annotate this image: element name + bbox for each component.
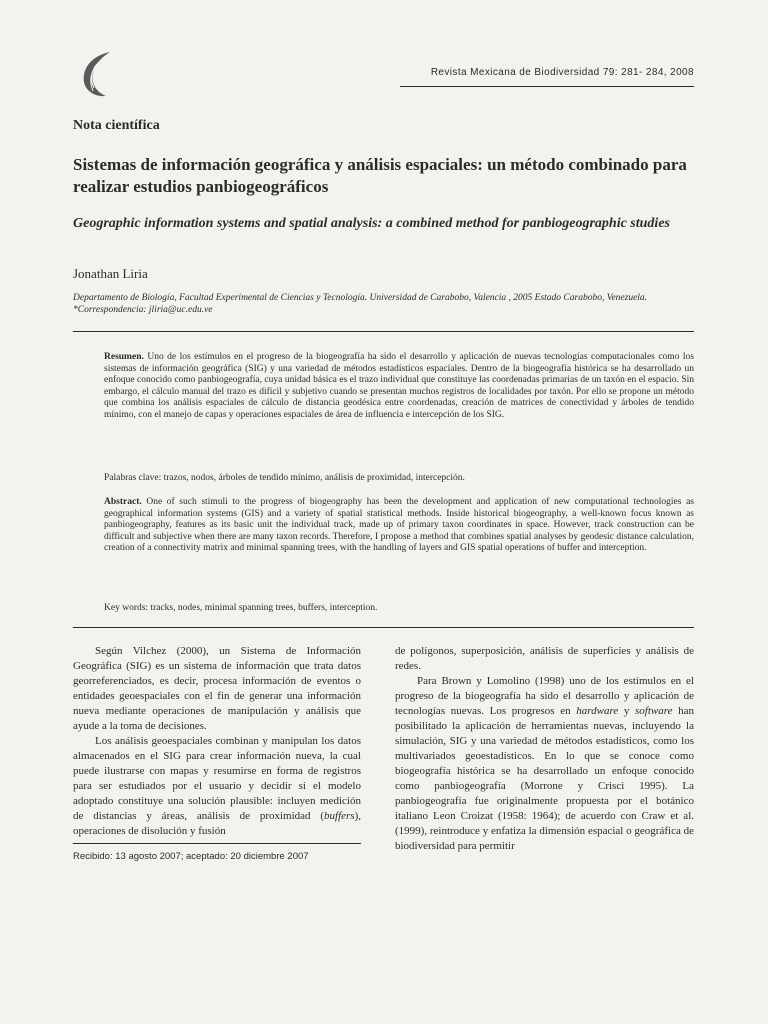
- correspondence-email: *Correspondencia: jliria@uc.edu.ve: [73, 305, 213, 315]
- abstract-rule: [73, 627, 694, 628]
- section-label: Nota científica: [73, 118, 160, 133]
- journal-logo-icon: [80, 50, 116, 98]
- body-paragraph: de polígonos, superposición, análisis de superficies y análisis de redes.: [395, 645, 694, 672]
- footnote-rule: [73, 843, 361, 844]
- body-paragraph: Para Brown y Lomolino (1998) uno de los estímulos en el progreso de la biogeografía ha sido el desarrollo y aplicación de tecnologías nuevas. Los progresos en hardware y software han posibilitado la aplicación de herramientas nuevas, incluyendo la simulación, SIG y una variedad de métodos estadísticos, como los multivariados geoestadísticos. En lo que se conoce como biogeografía histórica se ha desarrollado un enfoque conocido como panbiogeografía (Morrone y Crisci 1995). La panbiogeografía fue originalmente propuesta por el botánico italiano Leon Croizat (1958: 1964); de acuerdo con Craw et al. (1999), reintroduce y enfatiza la dimensión espacial o geográfica de biodiversidad para permitir: [395, 675, 695, 852]
- header-rule: [400, 86, 694, 87]
- body-paragraph: Según Vilchez (2000), un Sistema de Información Geográfica (SIG) es un sistema de información que trata datos georreferenciados, es decir, procesa información de eventos o entidades geoespaciales con el fin de generar una información nueva mediante operaciones de manipulación y análisis que ayude a la toma de decisiones.: [73, 645, 361, 732]
- affiliation: [73, 292, 703, 316]
- body-paragraph: Los análisis geoespaciales combinan y manipulan los datos almacenados en el SIG para crear información nueva, la cual puede ilustrarse con mapas y resumirse en forma de registros para ser estudiados por el usuario y decidir si el modelo adoptado constituye una solución plausible: incluyen medición de distancias y áreas, análisis de proximidad (buffers), operaciones de disolución y fusión: [73, 735, 361, 837]
- body-right-column: [395, 644, 694, 854]
- resumen-label: Resumen.: [104, 352, 144, 362]
- abstract-text: One of such stimuli to the progress of biogeography has been the development and application of new computational technologies as geographical information systems (GIS) and a variety of spatial statistical methods. Inside historical biogeography, a well-known focus known as panbiogeography, features as its basic unit the individual track, made up of primary taxon coordinates in space. However, track construction can be difficult and subjective when there are many taxon records. Therefore, I propose a method that combines spatial analyses by geodesic distance calculation, creation of a connectivity matrix and minimal spanning trees, with the handling of layers and GIS spatial operations of buffer and interception.: [104, 497, 694, 553]
- title-rule: [73, 331, 694, 332]
- abstract-label: Abstract.: [104, 497, 142, 507]
- body-left-column: [73, 644, 361, 839]
- title-english: Geographic information systems and spatial analysis: a combined method for panbiogeographic studies: [73, 216, 670, 231]
- abstract-paragraph: [104, 497, 694, 555]
- author-name: Jonathan Liria: [73, 266, 148, 281]
- resumen-text: Uno de los estímulos en el progreso de la biogeografía ha sido el desarrollo y aplicación de nuevas tecnologías computacionales como los sistemas de información geográfica (SIG) y una variedad de métodos estadísticos espaciales. Dentro de la biogeografía histórica se ha desarrollado un enfoque conocido como panbiogeografía, cuya unidad básica es el trazo individual que constituye las coordenadas primarias de un taxón en el espacio. Sin embargo, el cálculo manual del trazo es difícil y subjetivo cuando se presentan muchos registros de localidades por taxón. Por ello se propone un método que combina los análisis espaciales de cálculo de distancia geodésica entre coordenadas, creación de matrices de conectividad y árboles de tendido mínimo, con el manejo de capas y operaciones espaciales de área de influencia e intercepción de los SIG.: [104, 352, 694, 420]
- key-words: Key words: tracks, nodes, minimal spanning trees, buffers, interception.: [104, 603, 378, 613]
- received-dates: Recibido: 13 agosto 2007; aceptado: 20 diciembre 2007: [73, 851, 309, 862]
- affiliation-text: Departamento de Biología, Facultad Experimental de Ciencias y Tecnología. Universidad de Carabobo, Valencia , 2005 Estado Carabobo, Venezuela.: [73, 293, 648, 303]
- journal-citation: Revista Mexicana de Biodiversidad 79: 281- 284, 2008: [430, 67, 694, 78]
- title-spanish: Sistemas de información geográfica y análisis espaciales: un método combinado para realizar estudios panbiogeográficos: [73, 155, 687, 196]
- resumen-paragraph: [104, 352, 694, 421]
- palabras-clave: Palabras clave: trazos, nodos, árboles de tendido mínimo, análisis de proximidad, intercepción.: [104, 473, 465, 483]
